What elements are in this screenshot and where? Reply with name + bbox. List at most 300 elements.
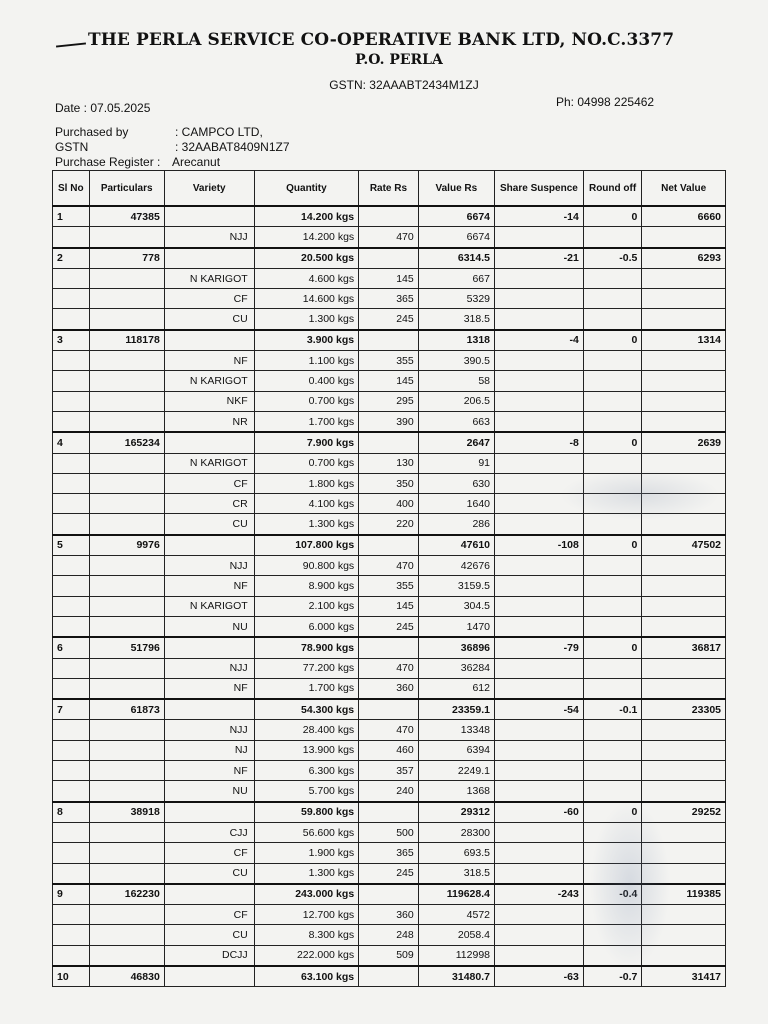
cell-variety: NF (164, 351, 254, 371)
table-header-row (53, 171, 726, 207)
cell-net-value (642, 576, 726, 596)
table-row (53, 822, 726, 842)
cell-net-value (642, 268, 726, 288)
cell-net-value (642, 658, 726, 678)
table-row (53, 453, 726, 473)
cell-rate: 360 (359, 678, 419, 699)
cell-sl-no (53, 391, 90, 411)
cell-rate: 145 (359, 596, 419, 616)
cell-net-value: 29252 (642, 802, 726, 823)
cell-value: 4572 (418, 905, 494, 925)
cell-round-off (583, 720, 642, 740)
cell-round-off (583, 761, 642, 781)
cell-net-value (642, 925, 726, 945)
cell-particulars (89, 411, 164, 432)
table-row (53, 720, 726, 740)
cell-value: 3159.5 (418, 576, 494, 596)
cell-round-off: 0 (583, 535, 642, 556)
pen-dash-mark (56, 42, 86, 47)
cell-share-suspence (495, 289, 584, 309)
cell-sl-no (53, 227, 90, 248)
table-row (53, 761, 726, 781)
buyer-gstn-value: : 32AABAT8409N1Z7 (175, 140, 290, 154)
cell-share-suspence (495, 514, 584, 535)
cell-rate: 470 (359, 227, 419, 248)
cell-value: 36896 (418, 637, 494, 658)
cell-value: 36284 (418, 658, 494, 678)
cell-value: 6394 (418, 740, 494, 760)
cell-round-off (583, 822, 642, 842)
cell-variety: CU (164, 863, 254, 884)
cell-share-suspence (495, 556, 584, 576)
cell-quantity: 6.000 kgs (254, 616, 359, 637)
bank-address: P.O. PERLA (355, 52, 443, 68)
cell-sl-no (53, 351, 90, 371)
cell-quantity: 6.300 kgs (254, 761, 359, 781)
cell-sl-no (53, 905, 90, 925)
cell-round-off (583, 556, 642, 576)
cell-round-off (583, 925, 642, 945)
cell-particulars (89, 905, 164, 925)
cell-rate: 470 (359, 658, 419, 678)
col-header: Round off (583, 171, 642, 207)
cell-value: 1640 (418, 494, 494, 514)
table-row (53, 863, 726, 884)
cell-sl-no (53, 514, 90, 535)
cell-net-value (642, 371, 726, 391)
bank-title: THE PERLA SERVICE CO-OPERATIVE BANK LTD, NO.C.3377 (88, 30, 675, 50)
cell-round-off (583, 945, 642, 966)
cell-sl-no (53, 309, 90, 330)
register-row (55, 155, 290, 170)
cell-net-value (642, 411, 726, 432)
cell-round-off (583, 596, 642, 616)
purchase-info (55, 125, 290, 170)
cell-sl-no (53, 494, 90, 514)
cell-particulars: 118178 (89, 330, 164, 351)
cell-value: 112998 (418, 945, 494, 966)
purchased-by-label: Purchased by (55, 125, 129, 139)
cell-share-suspence (495, 268, 584, 288)
cell-value: 28300 (418, 822, 494, 842)
cell-value: 693.5 (418, 843, 494, 863)
cell-round-off (583, 843, 642, 863)
cell-rate: 365 (359, 289, 419, 309)
cell-value: 58 (418, 371, 494, 391)
cell-net-value (642, 289, 726, 309)
table-row (53, 248, 726, 269)
cell-rate (359, 535, 419, 556)
cell-sl-no: 8 (53, 802, 90, 823)
cell-particulars: 162230 (89, 884, 164, 905)
cell-quantity: 5.700 kgs (254, 781, 359, 802)
cell-variety: CF (164, 473, 254, 493)
cell-quantity: 54.300 kgs (254, 699, 359, 720)
cell-round-off: -0.4 (583, 884, 642, 905)
cell-share-suspence (495, 720, 584, 740)
cell-particulars: 46830 (89, 966, 164, 987)
cell-value: 2249.1 (418, 761, 494, 781)
cell-round-off (583, 678, 642, 699)
col-header: Quantity (254, 171, 359, 207)
cell-quantity: 107.800 kgs (254, 535, 359, 556)
table-row (53, 925, 726, 945)
cell-share-suspence (495, 351, 584, 371)
cell-share-suspence (495, 473, 584, 493)
cell-particulars: 47385 (89, 206, 164, 227)
cell-round-off: -0.7 (583, 966, 642, 987)
cell-sl-no (53, 616, 90, 637)
cell-rate: 130 (359, 453, 419, 473)
cell-round-off (583, 371, 642, 391)
cell-round-off (583, 411, 642, 432)
col-header: Sl No (53, 171, 90, 207)
cell-share-suspence (495, 740, 584, 760)
cell-quantity: 78.900 kgs (254, 637, 359, 658)
cell-particulars (89, 925, 164, 945)
col-header: Rate Rs (359, 171, 419, 207)
cell-round-off (583, 781, 642, 802)
cell-particulars: 51796 (89, 637, 164, 658)
cell-quantity: 14.200 kgs (254, 206, 359, 227)
cell-value: 304.5 (418, 596, 494, 616)
cell-share-suspence (495, 863, 584, 884)
cell-value: 23359.1 (418, 699, 494, 720)
cell-net-value: 31417 (642, 966, 726, 987)
cell-net-value (642, 678, 726, 699)
cell-rate (359, 432, 419, 453)
cell-net-value (642, 596, 726, 616)
cell-value: 119628.4 (418, 884, 494, 905)
cell-share-suspence: -54 (495, 699, 584, 720)
cell-net-value: 119385 (642, 884, 726, 905)
cell-share-suspence (495, 453, 584, 473)
table-row (53, 616, 726, 637)
cell-variety: NR (164, 411, 254, 432)
cell-variety: NKF (164, 391, 254, 411)
cell-quantity: 0.400 kgs (254, 371, 359, 391)
cell-quantity: 1.300 kgs (254, 309, 359, 330)
col-header: Value Rs (418, 171, 494, 207)
cell-sl-no (53, 576, 90, 596)
cell-sl-no (53, 945, 90, 966)
cell-share-suspence: -63 (495, 966, 584, 987)
cell-rate: 500 (359, 822, 419, 842)
cell-variety: DCJJ (164, 945, 254, 966)
cell-net-value: 36817 (642, 637, 726, 658)
cell-round-off (583, 905, 642, 925)
cell-net-value: 47502 (642, 535, 726, 556)
cell-quantity: 7.900 kgs (254, 432, 359, 453)
table-body (53, 206, 726, 987)
cell-rate (359, 206, 419, 227)
cell-variety: NJJ (164, 227, 254, 248)
cell-variety: CU (164, 514, 254, 535)
cell-net-value (642, 843, 726, 863)
cell-rate (359, 699, 419, 720)
table-row (53, 576, 726, 596)
table-row (53, 227, 726, 248)
cell-value: 1470 (418, 616, 494, 637)
cell-variety: NF (164, 576, 254, 596)
bank-phone: Ph: 04998 225462 (556, 95, 655, 109)
cell-quantity: 20.500 kgs (254, 248, 359, 269)
cell-quantity: 13.900 kgs (254, 740, 359, 760)
cell-value: 31480.7 (418, 966, 494, 987)
table-row (53, 699, 726, 720)
cell-particulars (89, 289, 164, 309)
cell-particulars (89, 494, 164, 514)
cell-quantity: 1.700 kgs (254, 411, 359, 432)
cell-share-suspence: -243 (495, 884, 584, 905)
cell-variety: N KARIGOT (164, 596, 254, 616)
buyer-gstn-row (55, 140, 290, 155)
cell-rate: 350 (359, 473, 419, 493)
cell-share-suspence (495, 781, 584, 802)
cell-variety: N KARIGOT (164, 453, 254, 473)
table-row (53, 556, 726, 576)
cell-variety (164, 802, 254, 823)
cell-quantity: 77.200 kgs (254, 658, 359, 678)
cell-net-value (642, 740, 726, 760)
cell-variety (164, 884, 254, 905)
cell-round-off (583, 227, 642, 248)
cell-round-off (583, 863, 642, 884)
table-row (53, 289, 726, 309)
cell-net-value (642, 309, 726, 330)
cell-sl-no: 1 (53, 206, 90, 227)
cell-particulars (89, 391, 164, 411)
cell-quantity: 0.700 kgs (254, 453, 359, 473)
cell-particulars (89, 473, 164, 493)
cell-net-value (642, 781, 726, 802)
cell-net-value (642, 822, 726, 842)
cell-particulars (89, 596, 164, 616)
cell-value: 5329 (418, 289, 494, 309)
cell-share-suspence (495, 761, 584, 781)
table-row (53, 309, 726, 330)
cell-round-off (583, 494, 642, 514)
cell-round-off (583, 351, 642, 371)
cell-round-off (583, 268, 642, 288)
cell-particulars (89, 514, 164, 535)
cell-particulars: 61873 (89, 699, 164, 720)
col-header: Variety (164, 171, 254, 207)
cell-sl-no (53, 556, 90, 576)
cell-value: 667 (418, 268, 494, 288)
purchased-by-value: : CAMPCO LTD, (175, 125, 263, 139)
table-row (53, 905, 726, 925)
cell-rate: 295 (359, 391, 419, 411)
cell-round-off (583, 473, 642, 493)
cell-sl-no (53, 268, 90, 288)
cell-round-off: -0.1 (583, 699, 642, 720)
cell-rate: 460 (359, 740, 419, 760)
table-row (53, 514, 726, 535)
cell-net-value (642, 556, 726, 576)
cell-rate (359, 802, 419, 823)
cell-particulars (89, 309, 164, 330)
cell-particulars: 778 (89, 248, 164, 269)
cell-quantity: 8.300 kgs (254, 925, 359, 945)
cell-quantity: 90.800 kgs (254, 556, 359, 576)
cell-particulars (89, 843, 164, 863)
cell-value: 390.5 (418, 351, 494, 371)
cell-rate (359, 248, 419, 269)
cell-variety: NJJ (164, 658, 254, 678)
cell-sl-no (53, 761, 90, 781)
cell-sl-no (53, 596, 90, 616)
cell-rate: 220 (359, 514, 419, 535)
cell-variety: CU (164, 309, 254, 330)
table-row (53, 268, 726, 288)
cell-variety (164, 966, 254, 987)
cell-rate: 248 (359, 925, 419, 945)
cell-rate: 240 (359, 781, 419, 802)
cell-particulars (89, 863, 164, 884)
cell-rate: 355 (359, 576, 419, 596)
table-row (53, 371, 726, 391)
cell-sl-no (53, 678, 90, 699)
cell-particulars (89, 616, 164, 637)
cell-sl-no: 6 (53, 637, 90, 658)
cell-rate: 509 (359, 945, 419, 966)
register-value: Arecanut (172, 155, 221, 169)
table-row (53, 658, 726, 678)
cell-variety (164, 248, 254, 269)
cell-variety: N KARIGOT (164, 268, 254, 288)
table-row (53, 781, 726, 802)
cell-net-value: 23305 (642, 699, 726, 720)
cell-quantity: 243.000 kgs (254, 884, 359, 905)
cell-sl-no: 5 (53, 535, 90, 556)
cell-share-suspence: -14 (495, 206, 584, 227)
cell-variety: NJ (164, 740, 254, 760)
cell-variety: N KARIGOT (164, 371, 254, 391)
cell-quantity: 59.800 kgs (254, 802, 359, 823)
cell-rate: 390 (359, 411, 419, 432)
cell-sl-no: 2 (53, 248, 90, 269)
cell-quantity: 3.900 kgs (254, 330, 359, 351)
cell-value: 47610 (418, 535, 494, 556)
cell-net-value (642, 863, 726, 884)
cell-variety (164, 206, 254, 227)
cell-share-suspence (495, 843, 584, 863)
cell-sl-no: 9 (53, 884, 90, 905)
cell-value: 318.5 (418, 863, 494, 884)
cell-variety: CJJ (164, 822, 254, 842)
cell-sl-no (53, 822, 90, 842)
cell-sl-no (53, 453, 90, 473)
table-row (53, 432, 726, 453)
cell-quantity: 28.400 kgs (254, 720, 359, 740)
cell-variety: NF (164, 678, 254, 699)
cell-value: 2058.4 (418, 925, 494, 945)
cell-sl-no: 10 (53, 966, 90, 987)
cell-particulars: 165234 (89, 432, 164, 453)
cell-quantity: 56.600 kgs (254, 822, 359, 842)
cell-sl-no (53, 658, 90, 678)
cell-rate: 245 (359, 863, 419, 884)
table-row (53, 473, 726, 493)
cell-value: 6674 (418, 227, 494, 248)
cell-quantity: 4.600 kgs (254, 268, 359, 288)
cell-quantity: 8.900 kgs (254, 576, 359, 596)
cell-net-value (642, 453, 726, 473)
cell-net-value (642, 720, 726, 740)
cell-share-suspence: -4 (495, 330, 584, 351)
cell-rate (359, 966, 419, 987)
table-row (53, 966, 726, 987)
cell-value: 663 (418, 411, 494, 432)
cell-variety (164, 699, 254, 720)
cell-rate: 145 (359, 268, 419, 288)
cell-particulars (89, 351, 164, 371)
cell-round-off (583, 576, 642, 596)
cell-net-value (642, 391, 726, 411)
cell-share-suspence (495, 925, 584, 945)
cell-quantity: 1.900 kgs (254, 843, 359, 863)
table-row (53, 637, 726, 658)
cell-rate: 245 (359, 309, 419, 330)
purchased-by-row (55, 125, 290, 140)
cell-variety (164, 637, 254, 658)
cell-share-suspence: -21 (495, 248, 584, 269)
cell-quantity: 4.100 kgs (254, 494, 359, 514)
cell-round-off: 0 (583, 432, 642, 453)
cell-round-off: 0 (583, 206, 642, 227)
table-row (53, 802, 726, 823)
cell-quantity: 12.700 kgs (254, 905, 359, 925)
cell-round-off: 0 (583, 330, 642, 351)
cell-variety: NU (164, 781, 254, 802)
cell-value: 1368 (418, 781, 494, 802)
cell-quantity: 1.800 kgs (254, 473, 359, 493)
cell-quantity: 1.100 kgs (254, 351, 359, 371)
table-row (53, 678, 726, 699)
cell-net-value: 1314 (642, 330, 726, 351)
cell-particulars (89, 268, 164, 288)
cell-quantity: 2.100 kgs (254, 596, 359, 616)
cell-round-off (583, 453, 642, 473)
cell-share-suspence (495, 371, 584, 391)
cell-net-value (642, 514, 726, 535)
cell-share-suspence (495, 309, 584, 330)
col-header: Net Value (642, 171, 726, 207)
cell-value: 318.5 (418, 309, 494, 330)
cell-rate: 355 (359, 351, 419, 371)
table-row (53, 535, 726, 556)
table-row (53, 330, 726, 351)
cell-rate: 470 (359, 720, 419, 740)
table-row (53, 351, 726, 371)
cell-share-suspence (495, 494, 584, 514)
register-label: Purchase Register : (55, 155, 161, 169)
cell-rate: 400 (359, 494, 419, 514)
table-row (53, 494, 726, 514)
cell-quantity: 63.100 kgs (254, 966, 359, 987)
cell-variety (164, 535, 254, 556)
document-date: Date : 07.05.2025 (55, 101, 151, 115)
cell-sl-no (53, 411, 90, 432)
cell-sl-no: 3 (53, 330, 90, 351)
cell-net-value (642, 227, 726, 248)
table-row (53, 884, 726, 905)
cell-quantity: 14.200 kgs (254, 227, 359, 248)
col-header: Share Suspence (495, 171, 584, 207)
cell-share-suspence (495, 616, 584, 637)
cell-particulars (89, 781, 164, 802)
